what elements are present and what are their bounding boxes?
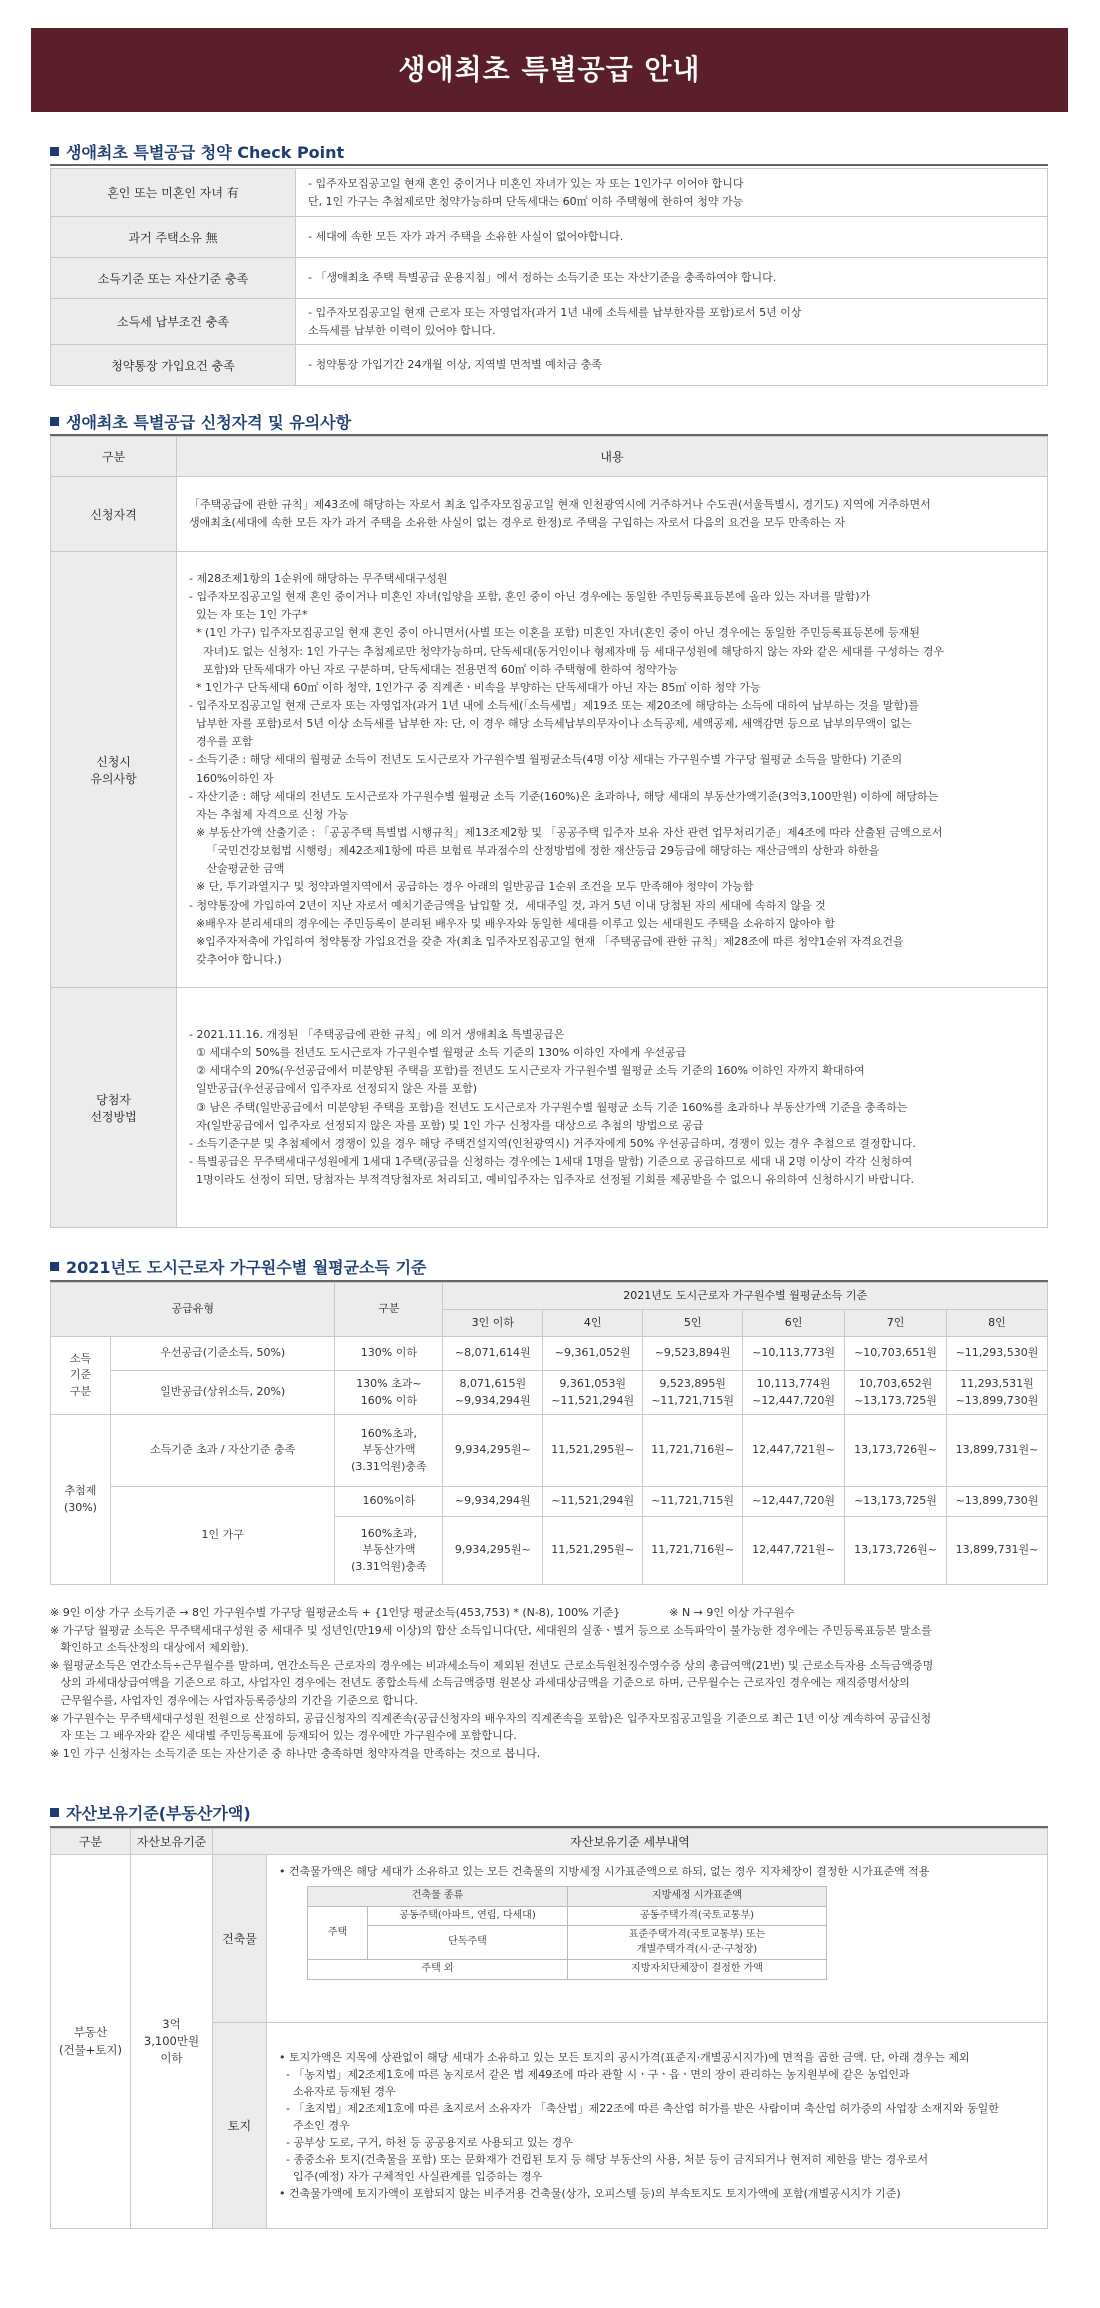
value-cell: 11,293,531원 ~13,899,730원 — [946, 1371, 1047, 1415]
row-label: 당첨자 선정방법 — [51, 988, 177, 1228]
header-asset-standard: 자산보유기준 — [131, 1829, 213, 1855]
value-cell: 9,361,053원 ~11,521,294원 — [543, 1371, 643, 1415]
building-subtable — [307, 1886, 827, 1980]
table-row — [51, 1487, 1048, 1517]
value-cell: 13,899,731원~ — [946, 1517, 1047, 1585]
header-asset-detail: 자산보유기준 세부내역 — [213, 1829, 1048, 1855]
row-label: 소득기준 또는 자산기준 충족 — [51, 258, 296, 299]
section-title-income: 2021년도 도시근로자 가구원수별 월평균소득 기준 — [50, 1255, 426, 1278]
header-household-size: 7인 — [845, 1310, 947, 1337]
value-cell: 9,934,295원~ — [443, 1415, 543, 1487]
section-title-asset: 자산보유기준(부동산가액) — [50, 1801, 251, 1824]
value-cell: ~9,361,052원 — [543, 1337, 643, 1371]
table-row — [51, 1855, 1048, 2023]
value-cell: ~10,703,651원 — [845, 1337, 947, 1371]
supply-type: 일반공급(상위소득, 20%) — [110, 1371, 335, 1415]
income-notes: ※ 9인 이상 가구 소득기준 → 8인 가구원수별 가구당 월평균소득 + {1인당 평균소득(453,753) * (N-8), 100% 기준} ※ N → 9인 이상 가구원수 ※ 가구당 월평균 소득은 무주택세대구성원 중 세대주 및 성년인(만19세 이상)의 합산 소득입니다(단, 세대원의 실종ㆍ별거 등으로 소득파악이 불가능한 경우에는 주민등록표등본 말소를 확인하고 소득산정의 대상에서 제외함). ※ 월평균소득은 연간소득÷근무월수를 말하며, 연간소득은 근로자의 경우에는 비과세소득이 제외된 전년도 근로소득원천징수영수증 상의 총급여액(21번) 및 근로소득자용 소득금액증명 상의 과세대상급여액을 기준으로 하고, 사업자인 경우에는 전년도 종합소득세 소득금액증명 원본상 과세대상금액을 기준으로 하며, 근무월수는 근로자인 경우에는 재직증명서상의 근무월수를, 사업자인 경우에는 사업자등록증상의 기간을 기준으로 합니다. ※ 가구원수는 무주택세대구성원 전원으로 산정하되, 공급신청자의 직계존속(공급신청자의 배우자의 직계존속을 포함)은 입주자모집공고일을 기준으로 최근 1년 이상 계속하여 공급신청 자 또는 그 배우자와 같은 세대별 주민등록표에 등재되어 있는 경우에만 가구원수에 포함합니다. ※ 1인 가구 신청자는 소득기준 또는 자산기준 중 하나만 충족하면 청약자격을 만족하는 것으로 봅니다. — [50, 1606, 934, 1760]
row-label: 신청자격 — [51, 477, 177, 552]
row-text: - 입주자모집공고일 현재 혼인 중이거나 미혼인 자녀가 있는 자 또는 1인가구 이어야 합니다 단, 1인 가구는 추첨제로만 청약가능하며 단독세대는 60㎡ 이하 주택형에 한하여 청약 가능 — [296, 169, 1048, 217]
group-label: 소득 기준 구분 — [51, 1337, 111, 1415]
category: 130% 초과~ 160% 이하 — [335, 1371, 443, 1415]
header-income-standard: 2021년도 도시근로자 가구원수별 월평균소득 기준 — [443, 1283, 1048, 1310]
page-title: 생애최초 특별공급 안내 — [398, 53, 701, 86]
value-cell: 12,447,721원~ — [743, 1415, 845, 1487]
table-header — [51, 1283, 1048, 1310]
sub-cell: 지방자치단체장이 결정한 가액 — [568, 1960, 827, 1980]
row-label: 혼인 또는 미혼인 자녀 有 — [51, 169, 296, 217]
header-category: 구분 — [335, 1283, 443, 1337]
value-cell: 10,703,652원 ~13,173,725원 — [845, 1371, 947, 1415]
value-cell: ~9,523,894원 — [643, 1337, 743, 1371]
row-text: - 세대에 속한 모든 자가 과거 주택을 소유한 사실이 없어야합니다. — [296, 217, 1048, 258]
qualification-table — [50, 436, 1048, 1228]
table-row — [51, 1371, 1048, 1415]
row-text: - 입주자모집공고일 현재 근로자 또는 자영업자(과거 1년 내에 소득세를 납부한자를 포함)로서 5년 이상 소득세를 납부한 이력이 있어야 합니다. — [296, 299, 1048, 345]
value-cell: 11,721,716원~ — [643, 1517, 743, 1585]
asset-table — [50, 1828, 1048, 2229]
value-cell: 13,899,731원~ — [946, 1415, 1047, 1487]
row-text: - 「생애최초 주택 특별공급 운용지침」에서 정하는 소득기준 또는 자산기준을 충족하여야 합니다. — [296, 258, 1048, 299]
table-row — [308, 1960, 827, 1980]
building-intro: • 건축물가액은 해당 세대가 소유하고 있는 모든 건축물의 지방세정 시가표준액으로 하되, 없는 경우 지자체장이 결정한 시가표준액 적용 — [279, 1865, 930, 1878]
value-cell: 8,071,615원 ~9,934,294원 — [443, 1371, 543, 1415]
row-text: - 청약통장 가입기간 24개월 이상, 지역별 면적별 예치금 충족 — [296, 345, 1048, 386]
value-cell: ~12,447,720원 — [743, 1487, 845, 1517]
value-cell: 10,113,774원 ~12,447,720원 — [743, 1371, 845, 1415]
checkpoint-table — [50, 168, 1048, 386]
value-cell: ~9,934,294원 — [443, 1487, 543, 1517]
page-title-banner — [31, 28, 1068, 112]
value-cell: ~13,899,730원 — [946, 1487, 1047, 1517]
row-label: 신청시 유의사항 — [51, 552, 177, 988]
value-cell: 11,721,716원~ — [643, 1415, 743, 1487]
sub-header-type: 건축물 종류 — [308, 1887, 568, 1907]
group-label: 추첨제 (30%) — [51, 1415, 111, 1585]
table-row — [51, 258, 1048, 299]
value-cell: ~10,113,773원 — [743, 1337, 845, 1371]
category: 130% 이하 — [335, 1337, 443, 1371]
divider — [50, 164, 1048, 166]
sub-cell: 주택 외 — [308, 1960, 568, 1980]
table-header — [308, 1887, 827, 1907]
asset-type: 부동산 (건물+토지) — [51, 1855, 131, 2229]
table-row — [308, 1926, 827, 1960]
header-household-size: 8인 — [946, 1310, 1047, 1337]
value-cell: ~8,071,614원 — [443, 1337, 543, 1371]
supply-type: 우선공급(기준소득, 50%) — [110, 1337, 335, 1371]
row-label: 과거 주택소유 無 — [51, 217, 296, 258]
value-cell: 9,934,295원~ — [443, 1517, 543, 1585]
supply-type: 1인 가구 — [110, 1487, 335, 1585]
header-category: 구분 — [51, 437, 177, 477]
header-household-size: 4인 — [543, 1310, 643, 1337]
value-cell: 12,447,721원~ — [743, 1517, 845, 1585]
header-household-size: 5인 — [643, 1310, 743, 1337]
section-title-checkpoint: 생애최초 특별공급 청약 Check Point — [50, 140, 344, 163]
table-row — [51, 217, 1048, 258]
row-text: - 2021.11.16. 개정된 「주택공급에 관한 규칙」에 의거 생애최초 특별공급은 ① 세대수의 50%를 전년도 도시근로자 가구원수별 월평균 소득 기준의 130% 이하인 자에게 우선공급 ② 세대수의 20%(우선공급에서 미분양된 주택을 포함)를 전년도 도시근로자 가구원수별 월평균 소득 기준의 160% 이하인 자까지 확대하여 일반공급(우선공급에서 입주자로 선정되지 않은 자를 포함) ③ 남은 주택(일반공급에서 미분양된 주택을 포함)을 전년도 도시근로자 가구원수별 월평균 소득 기준 160%를 초과하나 부동산가액 기준을 충족하는 자(일반공급에서 입주자로 선정되지 않은 자를 포함) 및 1인 가구 신청자를 대상으로 추첨의 방법으로 공급 - 소득기준구분 및 추첨제에서 경쟁이 있을 경우 해당 주택건설지역(인천광역시) 거주자에게 50% 우선공급하며, 경쟁이 있는 경우 추첨으로 결정합니다. - 특별공급은 무주택세대구성원에게 1세대 1주택(공급을 신청하는 경우에는 1세대 1명을 말함) 기준으로 공급하므로 세대 내 2명 이상이 각각 신청하여 1명이라도 선정이 되면, 당첨자는 부적격당첨자로 처리되고, 예비입주자는 입주자로 선정될 기회를 제공받을 수 없으니 유의하여 신청하시기 바랍니다. — [177, 988, 1048, 1228]
value-cell: ~11,721,715원 — [643, 1487, 743, 1517]
sub-header-standard: 지방세정 시가표준액 — [568, 1887, 827, 1907]
value-cell: ~13,173,725원 — [845, 1487, 947, 1517]
land-detail: • 토지가액은 지목에 상관없이 해당 세대가 소유하고 있는 모든 토지의 공시가격(표준지·개별공시지가)에 면적을 곱한 금액. 단, 아래 경우는 제외 - 「농지법」제2조제1호에 따른 농지로서 같은 법 제49조에 따라 관할 시ㆍ구ㆍ읍ㆍ면의 장이 관리하는 농지원부에 같은 농업인과 소유자로 등재된 경우 - 「초지법」제2조제1호에 따른 초지로서 소유자가 「축산법」제22조에 따른 축산업 허가를 받은 사람이며 축산업 허가증의 사업장 소재지와 동일한 주소인 경우 - 공부상 도로, 구거, 하천 등 공공용지로 사용되고 있는 경우 - 종중소유 토지(건축물을 포함) 또는 문화재가 건립된 토지 등 해당 부동산의 사용, 처분 등이 금지되거나 현저히 제한을 받는 경우로서 입주(예정) 자가 구체적인 사실관계를 입증하는 경우 • 건축물가액에 토지가액이 포함되지 않는 비주거용 건축물(상가, 오피스텔 등)의 부속토지도 토지가액에 포함(개별공시지가 기준) — [267, 2023, 1048, 2229]
building-detail — [267, 1855, 1048, 2023]
value-cell: 9,523,895원 ~11,721,715원 — [643, 1371, 743, 1415]
sub-cell: 공동주택가격(국토교통부) — [568, 1906, 827, 1926]
row-text: - 제28조제1항의 1순위에 해당하는 무주택세대구성원 - 입주자모집공고일 현재 혼인 중이거나 미혼인 자녀(입양을 포함, 혼인 중이 아닌 경우에는 동일한 주민등록표등본에 올라 있는 자녀를 말함)가 있는 자 또는 1인 가구* * (1인 가구) 입주자모집공고일 현재 혼인 중이 아니면서(사별 또는 이혼을 포함) 미혼인 자녀(혼인 중이 아닌 경우에는 동일한 주민등록표등본에 등재된 자녀)도 없는 신청자: 1인 가구는 추첨제로만 청약가능하며, 단독세대(동거인이나 형제자매 등 세대구성원에 해당하지 않는 자와 같은 세대를 구성하는 경우 포함)와 단독세대가 아닌 자로 구분하며, 단독세대는 전용면적 60㎡ 이하 주택형에 한하여 청약가능 * 1인가구 단독세대 60㎡ 이하 청약, 1인가구 중 직계존ㆍ비속을 부양하는 단독세대가 아닌 자는 85㎡ 이하 청약 가능 - 입주자모집공고일 현재 근로자 또는 자영업자(과거 1년 내에 소득세(「소득세법」제19조 또는 제20조에 해당하는 소득에 대하여 납부하는 것을 말함)를 납부한 자를 포함)로서 5년 이상 소득세를 납부한 자: 단, 이 경우 해당 소득세납부의무자이나 소득공제, 세액공제, 세액감면 등으로 납부의무액이 없는 경우를 포함 - 소득기준 : 해당 세대의 월평균 소득이 전년도 도시근로자 가구원수별 월평균소득(4명 이상 세대는 가구원수별 가구당 월평균 소득을 말한다) 기준의 160%이하인 자 - 자산기준 : 해당 세대의 전년도 도시근로자 가구원수별 월평균 소득 기준(160%)은 초과하나, 해당 세대의 부동산가액기준(3억3,100만원) 이하에 해당하는 자는 추첨제 자격으로 신청 가능 ※ 부동산가액 산출기준 : 「공공주택 특별법 시행규칙」제13조제2항 및 「공공주택 입주자 보유 자산 관련 업무처리기준」제4조에 따라 산출된 금액으로서 「국민건강보험법 시행령」제42조제1항에 따른 보험료 부과점수의 산정방법에 정한 재산등급 29등급에 해당하는 재산금액의 상한과 하한을 산술평균한 금액 ※ 단, 투기과열지구 및 청약과열지역에서 공급하는 경우 아래의 일반공급 1순위 조건을 모두 만족해야 청약이 가능함 - 청약통장에 가입하여 2년이 지난 자로서 예치기준금액을 납입할 것, 세대주일 것, 과거 5년 이내 당첨된 자의 세대에 속하지 않을 것 ※배우자 분리세대의 경우에는 주민등록이 분리된 배우자 및 배우자와 동일한 세대를 이루고 있는 세대원도 주택을 소유하지 않아야 함 ※입주자저축에 가입하여 청약통장 가입요건을 갖춘 자(최초 입주자모집공고일 현재 「주택공급에 관한 규칙」제28조에 따른 청약1순위 자격요건을 갖추어야 합니다.) — [177, 552, 1048, 988]
table-row — [51, 1337, 1048, 1371]
value-cell: 13,173,726원~ — [845, 1415, 947, 1487]
table-row — [51, 1415, 1048, 1487]
sub-house-label: 주택 — [308, 1906, 368, 1960]
row-label: 소득세 납부조건 충족 — [51, 299, 296, 345]
table-row — [51, 169, 1048, 217]
value-cell: ~11,521,294원 — [543, 1487, 643, 1517]
value-cell: 13,173,726원~ — [845, 1517, 947, 1585]
row-label: 청약통장 가입요건 충족 — [51, 345, 296, 386]
table-row — [51, 345, 1048, 386]
table-row — [51, 477, 1048, 552]
income-table — [50, 1282, 1048, 1585]
land-label: 토지 — [213, 2023, 267, 2229]
value-cell: ~11,293,530원 — [946, 1337, 1047, 1371]
category: 160%초과, 부동산가액 (3.31억원)충족 — [335, 1517, 443, 1585]
building-label: 건축물 — [213, 1855, 267, 2023]
table-header — [51, 437, 1048, 477]
header-supply-type: 공급유형 — [51, 1283, 335, 1337]
category: 160%초과, 부동산가액 (3.31억원)충족 — [335, 1415, 443, 1487]
table-row — [51, 988, 1048, 1228]
header-content: 내용 — [177, 437, 1048, 477]
section-title-qualification: 생애최초 특별공급 신청자격 및 유의사항 — [50, 410, 351, 433]
header-category: 구분 — [51, 1829, 131, 1855]
value-cell: 11,521,295원~ — [543, 1415, 643, 1487]
table-row — [51, 552, 1048, 988]
category: 160%이하 — [335, 1487, 443, 1517]
row-text: 「주택공급에 관한 규칙」제43조에 해당하는 자로서 최초 입주자모집공고일 현재 인천광역시에 거주하거나 수도권(서울특별시, 경기도) 지역에 거주하면서 생애최초(세대에 속한 모든 자가 과거 주택을 소유한 사실이 없는 경우로 한정)로 주택을 구입하는 자로서 다음의 요건을 모두 만족하는 자 — [177, 477, 1048, 552]
header-household-size: 3인 이하 — [443, 1310, 543, 1337]
supply-type: 소득기준 초과 / 자산기준 충족 — [110, 1415, 335, 1487]
sub-cell: 단독주택 — [368, 1926, 568, 1960]
value-cell: 11,521,295원~ — [543, 1517, 643, 1585]
table-row — [51, 299, 1048, 345]
sub-cell: 표준주택가격(국토교통부) 또는 개별주택가격(시·군·구청장) — [568, 1926, 827, 1960]
asset-amount: 3억 3,100만원 이하 — [131, 1855, 213, 2229]
table-header — [51, 1829, 1048, 1855]
table-row — [308, 1906, 827, 1926]
header-household-size: 6인 — [743, 1310, 845, 1337]
sub-cell: 공동주택(아파트, 연립, 다세대) — [368, 1906, 568, 1926]
